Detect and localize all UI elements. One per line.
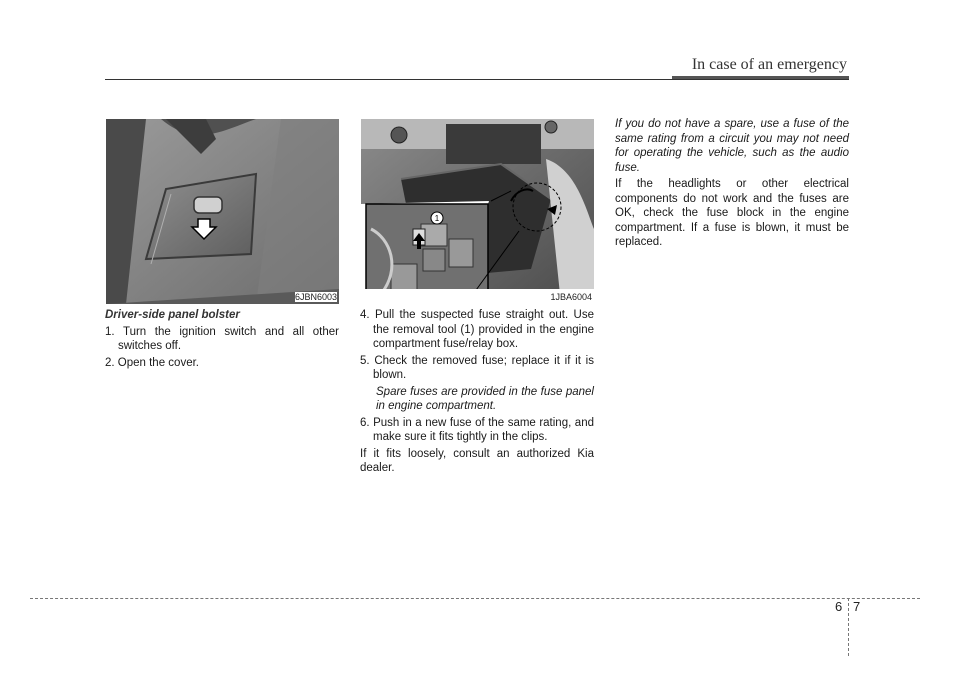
step-5: 5. Check the removed fuse; replace it if it is blown. xyxy=(360,354,594,381)
fuse-box-photo xyxy=(361,119,594,304)
page-number: 7 xyxy=(853,599,861,614)
driver-panel-photo xyxy=(106,119,339,304)
spare-fuse-note: Spare fuses are provided in the fuse panel in engine compartment. xyxy=(376,385,594,412)
header-rule xyxy=(105,79,849,80)
spare-advice: If you do not have a spare, use a fuse of the same rating from a circuit you may not need for operating the vehicle, such as the audio fuse. xyxy=(615,118,849,174)
chapter-title: In case of an emergency xyxy=(691,56,847,73)
figure-code: 6JBN6003 xyxy=(294,292,337,302)
step-1: 1. Turn the ignition switch and all other switches off. xyxy=(105,325,339,352)
step-2: 2. Open the cover. xyxy=(105,356,199,369)
column-3 xyxy=(615,117,849,250)
fuse-block-advice: If the headlights or other electrical components do not work and the fuses are OK, check the fuse block in the engine compartment. If a fuse is blown, it must be replaced. xyxy=(615,178,849,248)
column-2 xyxy=(360,308,594,476)
step-6: 6. Push in a new fuse of the same rating, and make sure it fits tightly in the clips. xyxy=(360,416,594,443)
figure-code: 1JBA6004 xyxy=(550,292,592,302)
figure-caption: Driver-side panel bolster xyxy=(105,309,240,321)
callout-1-label: 1 xyxy=(434,214,440,223)
footer-rule xyxy=(30,598,920,599)
step-4: 4. Pull the suspected fuse straight out. Use the removal tool (1) provided in the engine compartment fuse/relay box. xyxy=(360,309,594,350)
footer-divider xyxy=(848,598,849,656)
chapter-number: 6 xyxy=(835,599,843,614)
dealer-note: If it fits loosely, consult an authorized Kia dealer. xyxy=(360,447,594,474)
column-1 xyxy=(105,308,339,370)
